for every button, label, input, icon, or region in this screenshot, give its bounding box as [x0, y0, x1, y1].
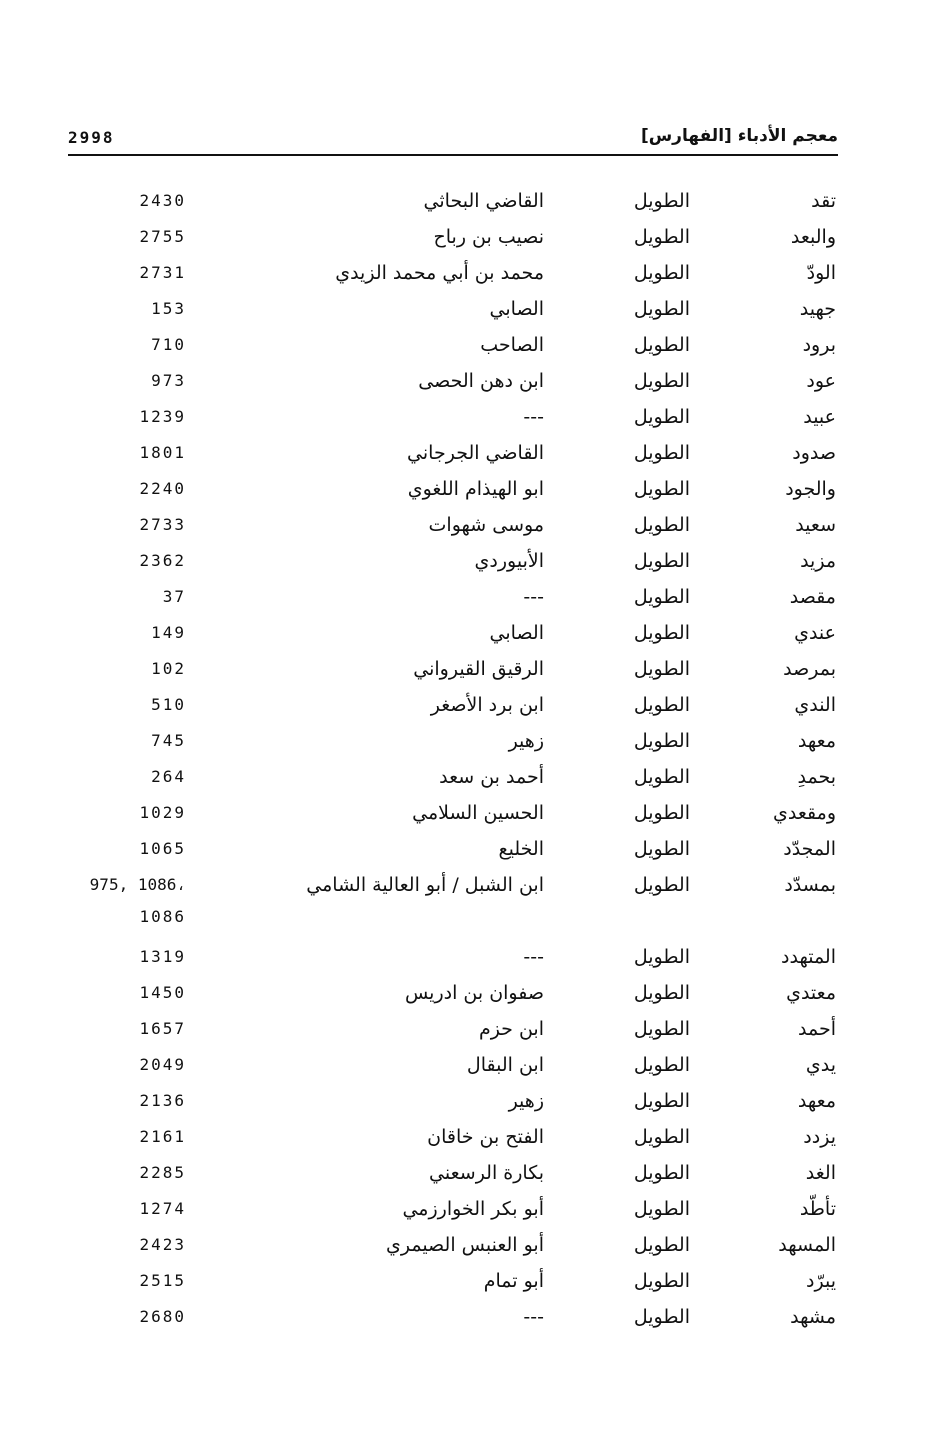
poetic-meter: الطويل	[633, 478, 690, 500]
page-reference: 2680	[139, 1307, 186, 1326]
page-reference: 2515	[139, 1271, 186, 1290]
rhyme-word: المتهدد	[781, 946, 836, 968]
page-reference: 2731	[139, 263, 186, 282]
poetic-meter: الطويل	[633, 1054, 690, 1076]
poetic-meter: الطويل	[633, 730, 690, 752]
poet-name: ---	[523, 1306, 544, 1328]
table-row	[0, 1047, 932, 1083]
table-row	[0, 759, 932, 795]
table-row	[0, 1191, 932, 1227]
table-row	[0, 471, 932, 507]
rhyme-word: بمسدّد	[784, 874, 836, 896]
rhyme-word: الندي	[794, 694, 836, 716]
table-row	[0, 831, 932, 867]
table-row	[0, 219, 932, 255]
table-row	[0, 543, 932, 579]
rhyme-word: الودّ	[806, 262, 836, 284]
rhyme-word: معهد	[797, 1090, 836, 1112]
page-reference: 1065	[139, 839, 186, 858]
poet-name: أحمد بن سعد	[439, 766, 544, 788]
page-reference: 2430	[139, 191, 186, 210]
rhyme-word: يزدد	[803, 1126, 836, 1148]
poetic-meter: الطويل	[633, 982, 690, 1004]
poetic-meter: الطويل	[633, 442, 690, 464]
table-row	[0, 1011, 932, 1047]
table-row	[0, 1227, 932, 1263]
page-reference: 1801	[139, 443, 186, 462]
poetic-meter: الطويل	[633, 550, 690, 572]
table-row	[0, 579, 932, 615]
poetic-meter: الطويل	[633, 1234, 690, 1256]
poet-name: القاضي البحاثي	[423, 190, 544, 212]
table-row	[0, 255, 932, 291]
page-reference: 745	[151, 731, 186, 750]
table-row	[0, 1119, 932, 1155]
poetic-meter: الطويل	[633, 370, 690, 392]
poetic-meter: الطويل	[633, 190, 690, 212]
poetic-meter: الطويل	[633, 406, 690, 428]
table-row	[0, 651, 932, 687]
table-row	[0, 1155, 932, 1191]
table-row	[0, 327, 932, 363]
page-reference: 2362	[139, 551, 186, 570]
rhyme-word: عود	[806, 370, 836, 392]
page-reference: 2423	[139, 1235, 186, 1254]
poetic-meter: الطويل	[633, 874, 690, 896]
rhyme-word: برود	[802, 334, 836, 356]
rhyme-word: تقد	[811, 190, 836, 212]
page-reference: 1319	[139, 947, 186, 966]
page-reference: 102	[151, 659, 186, 678]
poetic-meter: الطويل	[633, 514, 690, 536]
page-reference: 975, 1086،	[89, 875, 186, 894]
page-number: 2998	[68, 128, 115, 147]
poet-name: أبو تمام	[483, 1270, 544, 1292]
table-row	[0, 723, 932, 759]
poet-name: ابن الشبل / أبو العالية الشامي	[306, 874, 544, 896]
rhyme-word: أحمد	[798, 1018, 836, 1040]
table-row	[0, 183, 932, 219]
page-reference: 153	[151, 299, 186, 318]
poet-name: الحسين السلامي	[412, 802, 544, 824]
table-row	[0, 1263, 932, 1299]
rhyme-word: معهد	[797, 730, 836, 752]
poet-name: ابن دهن الحصى	[418, 370, 544, 392]
book-title: معجم الأدباء [الفهارس]	[640, 126, 838, 146]
rhyme-word: يدي	[805, 1054, 836, 1076]
table-row	[0, 1083, 932, 1119]
rhyme-word: معتدي	[786, 982, 836, 1004]
poet-name: أبو بكر الخوارزمي	[402, 1198, 544, 1220]
rhyme-word: الغد	[805, 1162, 836, 1184]
poet-name: موسى شهوات	[428, 514, 544, 536]
rhyme-word: والبعد	[790, 226, 836, 248]
poetic-meter: الطويل	[633, 334, 690, 356]
poetic-meter: الطويل	[633, 1162, 690, 1184]
poet-name: ابن برد الأصغر	[430, 694, 544, 716]
rhyme-word: المسهد	[778, 1234, 836, 1256]
poetic-meter: الطويل	[633, 586, 690, 608]
poetic-meter: الطويل	[633, 1018, 690, 1040]
poet-name: ابن حزم	[478, 1018, 544, 1040]
poetic-meter: الطويل	[633, 1198, 690, 1220]
page-header	[68, 126, 838, 156]
rhyme-word: والجود	[785, 478, 836, 500]
page-reference: 1657	[139, 1019, 186, 1038]
rhyme-word: مزيد	[800, 550, 836, 572]
poet-name: زهير	[508, 1090, 544, 1112]
page-reference: 1086	[139, 907, 186, 926]
poet-name: نصيب بن رباح	[433, 226, 544, 248]
page-reference: 2240	[139, 479, 186, 498]
table-row	[0, 435, 932, 471]
poet-name: بكارة الرسعني	[429, 1162, 544, 1184]
table-row	[0, 291, 932, 327]
poet-name: زهير	[508, 730, 544, 752]
poetic-meter: الطويل	[633, 1270, 690, 1292]
page-reference: 264	[151, 767, 186, 786]
page-reference: 2733	[139, 515, 186, 534]
poet-name: الصاحب	[480, 334, 544, 356]
poet-name: القاضي الجرجاني	[407, 442, 544, 464]
poetic-meter: الطويل	[633, 1126, 690, 1148]
poet-name: الخليع	[498, 838, 544, 860]
rhyme-word: مقصد	[789, 586, 836, 608]
poet-name: محمد بن أبي محمد الزيدي	[335, 262, 544, 284]
table-row	[0, 507, 932, 543]
poetic-meter: الطويل	[633, 802, 690, 824]
table-row	[0, 687, 932, 723]
table-row	[0, 399, 932, 435]
header-divider	[68, 154, 838, 156]
poet-name: ---	[523, 406, 544, 428]
poetic-meter: الطويل	[633, 946, 690, 968]
table-row	[0, 795, 932, 831]
page-reference: 1029	[139, 803, 186, 822]
page-reference: 149	[151, 623, 186, 642]
poetic-meter: الطويل	[633, 658, 690, 680]
rhyme-word: المجدّد	[783, 838, 836, 860]
page-reference: 973	[151, 371, 186, 390]
poetic-meter: الطويل	[633, 298, 690, 320]
table-row	[0, 1299, 932, 1335]
rhyme-word: عبيد	[803, 406, 836, 428]
table-row	[0, 975, 932, 1011]
page-reference: 2136	[139, 1091, 186, 1110]
poet-name: ابو الهيذام اللغوي	[407, 478, 544, 500]
poetic-meter: الطويل	[633, 694, 690, 716]
rhyme-word: صدود	[792, 442, 836, 464]
rhyme-word: جهيد	[799, 298, 836, 320]
poetic-meter: الطويل	[633, 622, 690, 644]
poet-name: صفوان بن ادريس	[404, 982, 544, 1004]
rhyme-word: عندي	[794, 622, 836, 644]
rhyme-word: بمرصد	[783, 658, 836, 680]
poet-name: أبو العنبس الصيمري	[385, 1234, 544, 1256]
page-reference: 37	[162, 587, 186, 606]
rhyme-word: مشهد	[790, 1306, 836, 1328]
poet-name: الصابي	[489, 298, 544, 320]
page-reference: 710	[151, 335, 186, 354]
page-reference: 2049	[139, 1055, 186, 1074]
page-reference: 2755	[139, 227, 186, 246]
poet-name: الفتح بن خاقان	[427, 1126, 544, 1148]
rhyme-word: يبرّد	[806, 1270, 836, 1292]
table-row	[0, 363, 932, 399]
poet-name: ---	[523, 946, 544, 968]
page-reference: 1450	[139, 983, 186, 1002]
table-row	[0, 615, 932, 651]
poet-name: ---	[523, 586, 544, 608]
table-row	[0, 899, 932, 935]
rhyme-word: ومقعدي	[773, 802, 836, 824]
poet-name: الأبيوردي	[474, 550, 544, 572]
poet-name: الرقيق القيرواني	[413, 658, 544, 680]
rhyme-word: تأطّد	[799, 1198, 836, 1220]
page-reference: 2161	[139, 1127, 186, 1146]
rhyme-word: بحمدِ	[797, 766, 836, 788]
page-reference: 1274	[139, 1199, 186, 1218]
rhyme-word: سعيد	[795, 514, 836, 536]
poet-name: ابن البقال	[466, 1054, 544, 1076]
table-row	[0, 939, 932, 975]
page-reference: 510	[151, 695, 186, 714]
page-reference: 2285	[139, 1163, 186, 1182]
poetic-meter: الطويل	[633, 766, 690, 788]
poetic-meter: الطويل	[633, 226, 690, 248]
table-row	[0, 867, 932, 903]
poetic-meter: الطويل	[633, 1306, 690, 1328]
poet-name: الصابي	[489, 622, 544, 644]
poetic-meter: الطويل	[633, 838, 690, 860]
poetic-meter: الطويل	[633, 1090, 690, 1112]
poetic-meter: الطويل	[633, 262, 690, 284]
page-reference: 1239	[139, 407, 186, 426]
